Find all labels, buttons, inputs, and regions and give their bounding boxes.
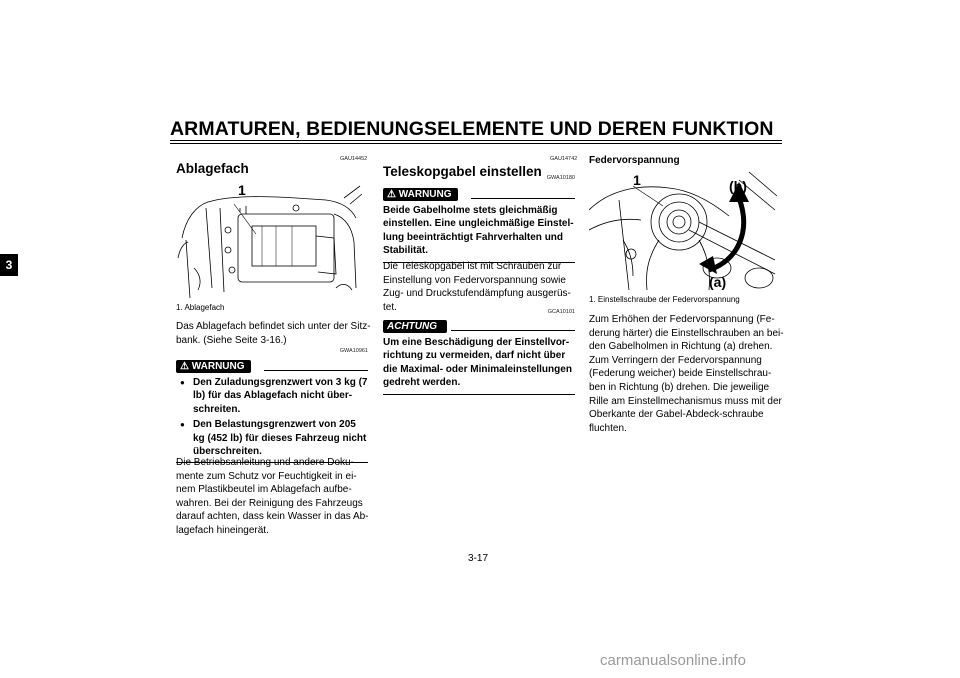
header-rule [170, 140, 782, 141]
figure-caption: 1. Einstellschraube der Federvorspannung [589, 295, 740, 304]
warning-code: GWA10961 [339, 348, 368, 354]
figure-label-1: 1 [633, 172, 641, 188]
section-title-federvorspannung: Federvorspannung [589, 155, 680, 166]
page-number: 3-17 [468, 553, 489, 564]
storage-compartment-figure [176, 178, 364, 300]
section-code: GAU14452 [340, 156, 368, 162]
body-paragraph-storage: Die Betriebsanleitung und andere Doku-mente zum Schutz vor Feuchtigkeit in ei-nem Plastikbeutel im Ablagefach aufbe-wahren. Bei der Reinigung des Fahrzeugs darauf achten, dass kein Wasser in das Ab-lagefach hineingerät. [176, 457, 369, 536]
warning-box-storage [176, 348, 368, 463]
warning-label-text: WARNUNG [398, 189, 452, 200]
caution-top-rule [451, 330, 575, 331]
figure-caption: 1. Ablagefach [176, 303, 225, 312]
warning-item: ● Den Zuladungsgrenzwert von 3 kg (7 lb) für das Ablagefach nicht über-schreiten. [176, 376, 368, 416]
body-paragraph-preload: Zum Erhöhen der Federvorspannung (Fe-derung härter) die Einstellschrauben an bei-den Gabelholmen in Richtung (a) drehen. Zum Verringern der Federvorspannung (Federung weicher) beide Einstellschrau-ben in Richtung (b) drehen. Die jeweilige Rille am Einstellmechanismus muss mit der Oberkante der Gabel-Abdeck-schraube fluchten. [589, 314, 784, 434]
figure-label-b: (b) [729, 178, 747, 194]
intro-paragraph: Das Ablagefach befindet sich unter der Sitz-bank. (Siehe Seite 3-16.) [176, 321, 371, 346]
caution-code: GCA10101 [547, 309, 575, 315]
warning-badge: ⚠ WARNUNG [176, 360, 251, 373]
warning-top-rule [264, 370, 368, 371]
section-code: GAU14742 [550, 156, 578, 162]
chapter-tab: 3 [0, 254, 18, 276]
page-header-title: ARMATUREN, BEDIENUNGSELEMENTE UND DEREN FUNKTION [170, 118, 774, 140]
warning-code: GWA10180 [546, 175, 575, 181]
warning-label-text: WARNUNG [191, 361, 245, 372]
caution-bottom-rule [383, 394, 575, 395]
section-title-ablagefach: Ablagefach [176, 161, 249, 176]
header-rule-thin [170, 143, 782, 144]
warning-badge: ⚠ WARNUNG [383, 188, 458, 201]
warning-top-rule [471, 198, 575, 199]
section-title-teleskopgabel: Teleskopgabel einstellen [383, 164, 542, 179]
caution-text: Um eine Beschädigung der Einstellvor-richtung zu vermeiden, darf nicht über die Maximal- oder Minimaleinstellungen gedreht werden. [383, 337, 572, 389]
warning-box-fork [383, 175, 575, 263]
spring-preload-figure [589, 170, 777, 292]
caution-box [383, 309, 575, 395]
fork-adjuster-illustration [589, 170, 777, 292]
storage-compartment-illustration [176, 178, 364, 300]
body-paragraph-fork: Die Teleskopgabel ist mit Schrauben zur Einstellung von Federvorspannung sowie Zug- und Druckstufendämpfung ausgerüs-tet. [383, 261, 571, 313]
figure-label-1: 1 [238, 182, 246, 198]
warning-text: Beide Gabelholme stets gleichmäßig einstellen. Eine ungleichmäßige Einstel-lung beeinträchtigt Fahrverhalten und Stabilität. [383, 205, 574, 257]
caution-badge: ACHTUNG [383, 320, 447, 333]
watermark-text: carmanualsonline.info [600, 652, 746, 669]
figure-label-a: (a) [709, 274, 727, 290]
warning-item: ● Den Belastungsgrenzwert von 205 kg (452 lb) für dieses Fahrzeug nicht überschreiten. [176, 418, 368, 458]
